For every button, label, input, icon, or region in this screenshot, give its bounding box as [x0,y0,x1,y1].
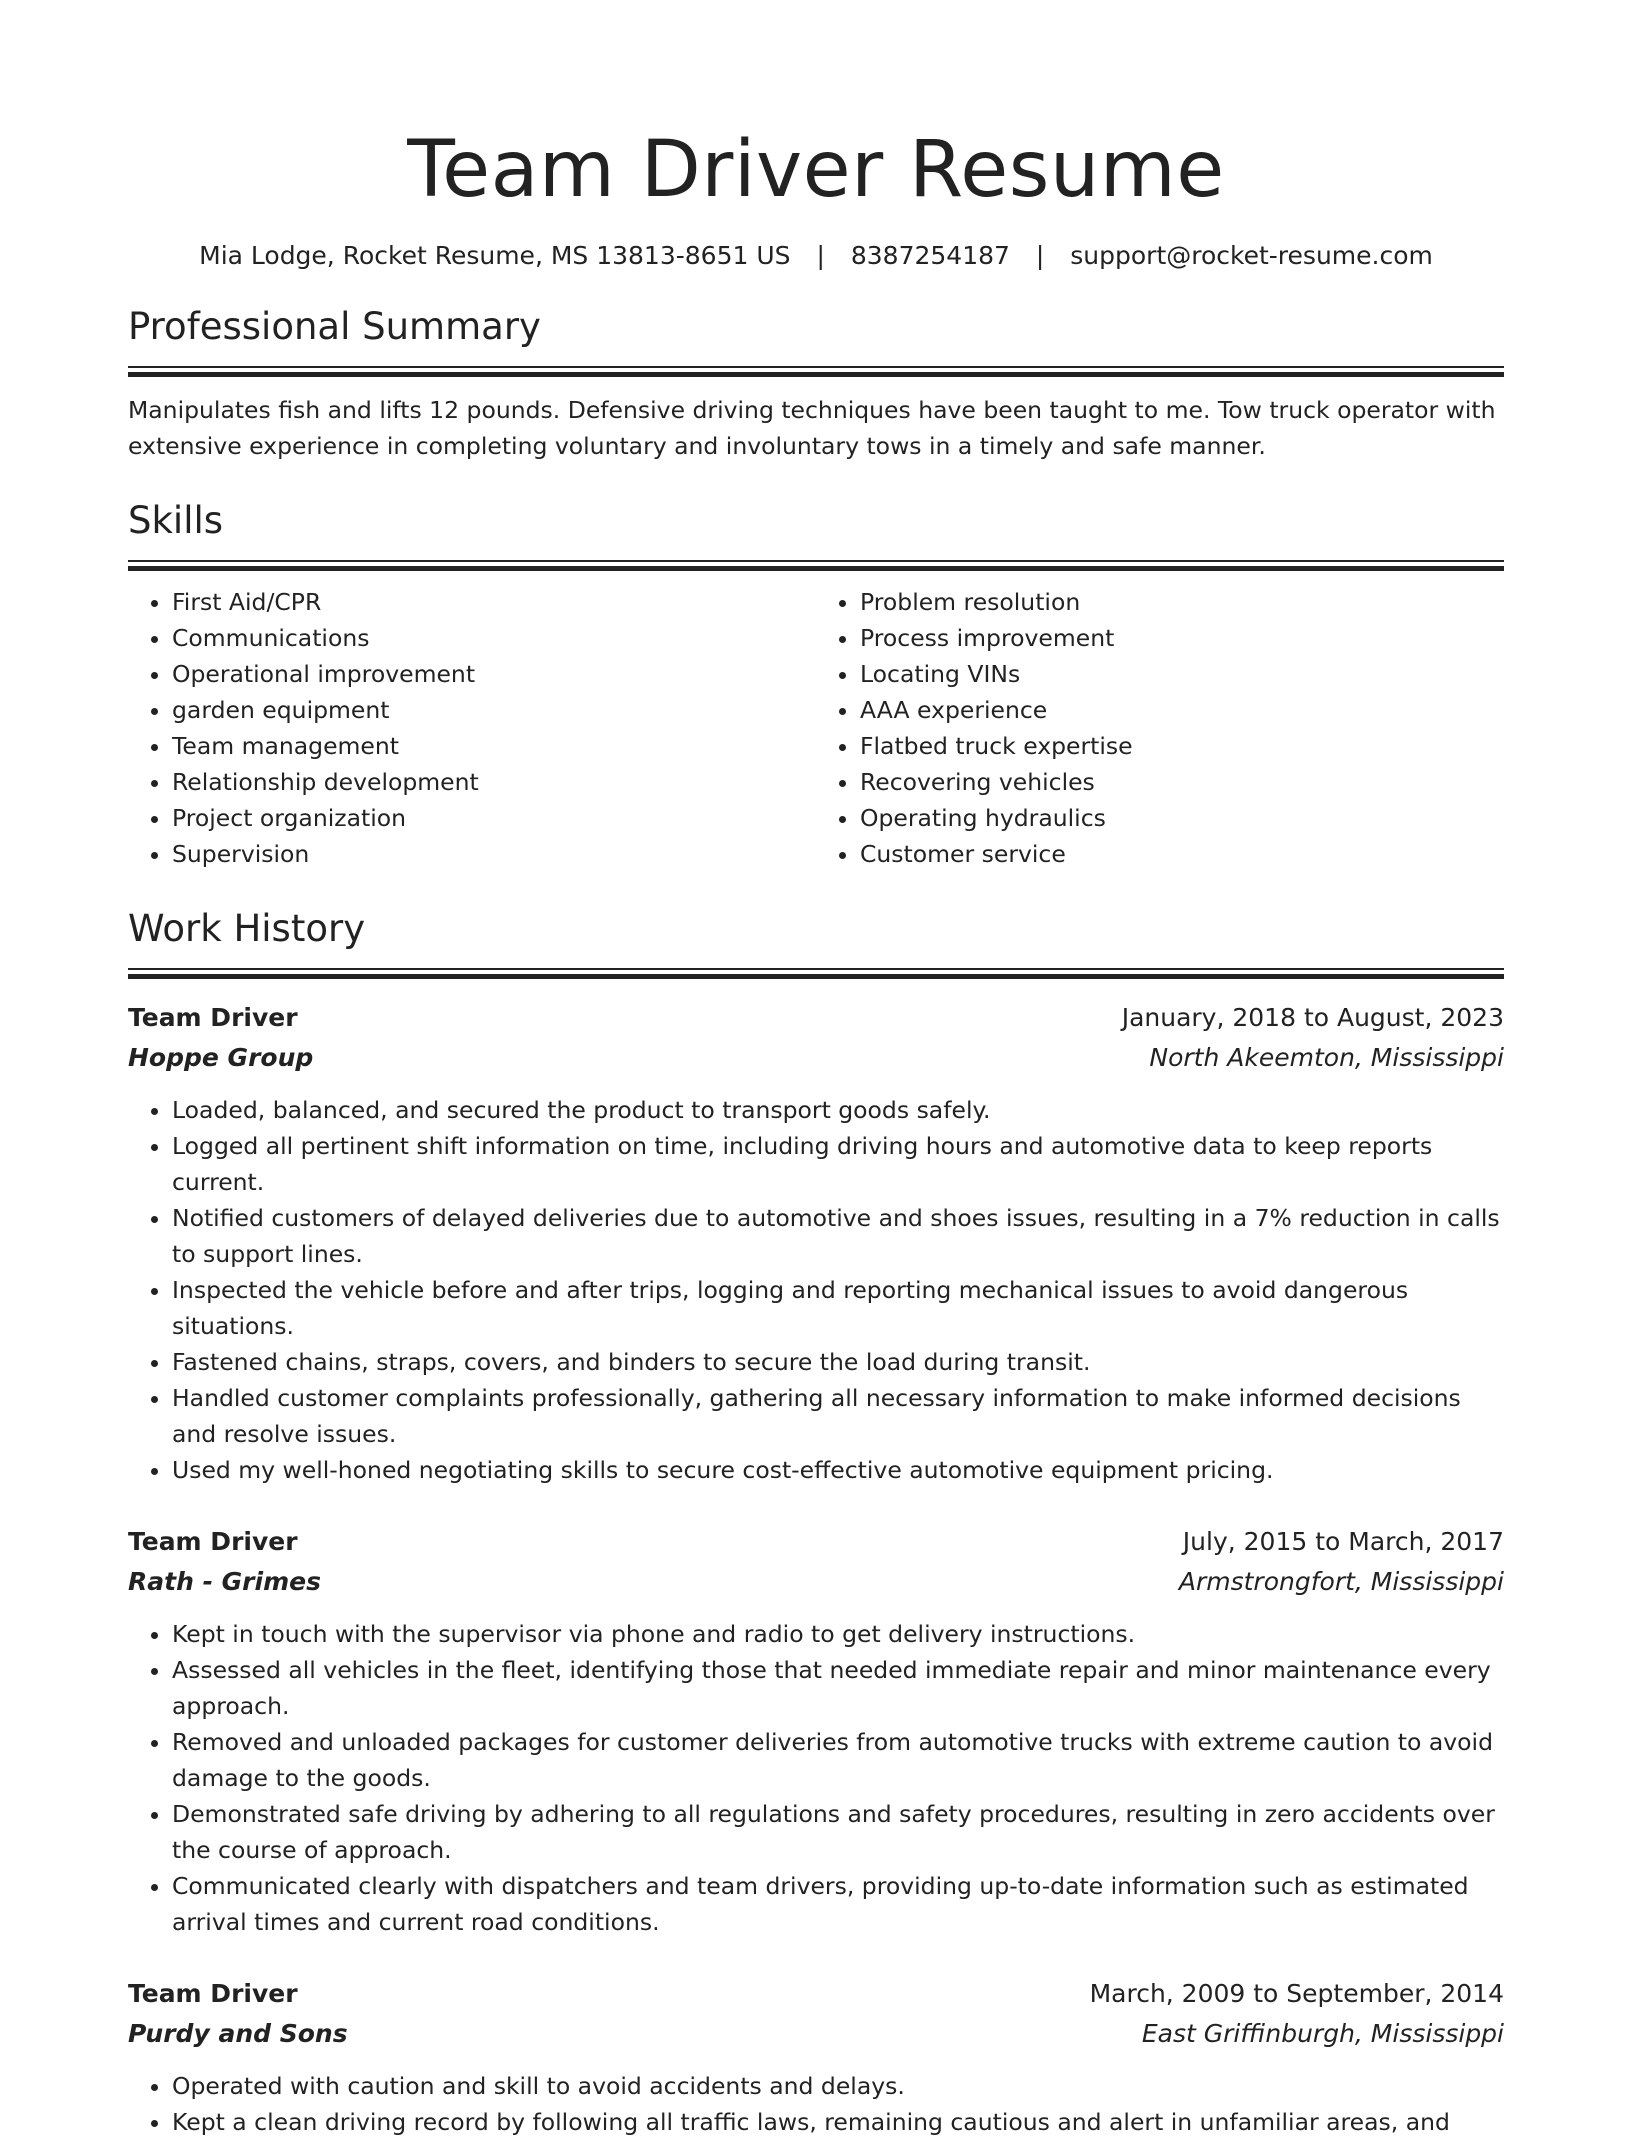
skill-item: • Relationship development [172,764,816,800]
job-bullets [128,1092,1504,1488]
skills-columns [128,584,1504,872]
job-company: Rath - Grimes [128,1567,321,1596]
section-heading-summary: Professional Summary [128,305,541,348]
job-bullet: • Used my well-honed negotiating skills to secure cost-effective automotive equipment pricing. [172,1452,1504,1488]
summary-section [128,302,1504,464]
job-bullet: • Loaded, balanced, and secured the product to transport goods safely. [172,1092,1504,1128]
job-title: Team Driver [128,1003,298,1032]
job-bullet: • Demonstrated safe driving by adhering to all regulations and safety procedures, resulting in zero accidents over the course of approach. [172,1796,1504,1868]
skill-item: • Recovering vehicles [860,764,1504,800]
skill-item: • Communications [172,620,816,656]
contact-phone[interactable]: 8387254187 [850,241,1010,270]
job-dates: July, 2015 to March, 2017 [1182,1527,1504,1556]
job-bullet: • Removed and unloaded packages for customer deliveries from automotive trucks with extreme caution to avoid damage to the goods. [172,1724,1504,1796]
job-title: Team Driver [128,1527,298,1556]
job-company-row [128,1562,1504,1602]
skill-item: • Customer service [860,836,1504,872]
job-entry [128,1974,1504,2140]
section-divider [128,560,1504,572]
job-location: North Akeemton, Mississippi [1149,1043,1504,1072]
job-bullet: • Operated with caution and skill to avoid accidents and delays. [172,2068,1504,2104]
job-dates: March, 2009 to September, 2014 [1089,1979,1504,2008]
job-header-row [128,1974,1504,2014]
job-title: Team Driver [128,1979,298,2008]
job-entry [128,998,1504,1488]
skills-list-left [128,584,816,872]
contact-separator: | [816,241,825,270]
job-bullet: • Handled customer complaints professionally, gathering all necessary information to make informed decisions and resolve issues. [172,1380,1504,1452]
skill-item: • Locating VINs [860,656,1504,692]
skill-item: • Operational improvement [172,656,816,692]
contact-line [128,238,1504,274]
job-header-row [128,1522,1504,1562]
job-bullet: • Notified customers of delayed deliveries due to automotive and shoes issues, resulting in a 7% reduction in calls to support lines. [172,1200,1504,1272]
skill-item: • Flatbed truck expertise [860,728,1504,764]
job-bullet: • Fastened chains, straps, covers, and binders to secure the load during transit. [172,1344,1504,1380]
job-bullet: • Inspected the vehicle before and after trips, logging and reporting mechanical issues to avoid dangerous situations. [172,1272,1504,1344]
skill-item: • Problem resolution [860,584,1504,620]
job-header-row [128,998,1504,1038]
skills-list-right [816,584,1504,872]
job-company-row [128,2014,1504,2054]
job-dates: January, 2018 to August, 2023 [1121,1003,1504,1032]
work-history-section [128,904,1504,2140]
skill-item: • Operating hydraulics [860,800,1504,836]
job-bullet: • Communicated clearly with dispatchers and team drivers, providing up-to-date information such as estimated arrival times and current road conditions. [172,1868,1504,1940]
summary-text: Manipulates fish and lifts 12 pounds. Defensive driving techniques have been taught to me. Tow truck operator with extensive experience in completing voluntary and involuntary tows in a timely and safe manner. [128,396,1496,460]
skill-item: • Team management [172,728,816,764]
skill-item: • Process improvement [860,620,1504,656]
section-heading-work-history: Work History [128,907,366,950]
resume-title: Team Driver Resume [407,125,1225,215]
contact-email[interactable]: support@rocket-resume.com [1070,241,1433,270]
job-bullet: • Kept in touch with the supervisor via phone and radio to get delivery instructions. [172,1616,1504,1652]
job-bullets [128,2068,1504,2140]
skills-section [128,496,1504,872]
section-divider [128,968,1504,980]
job-bullet: • Kept a clean driving record by following all traffic laws, remaining cautious and alert in unfamiliar areas, and [172,2104,1504,2140]
contact-separator: | [1035,241,1045,270]
job-entry [128,1522,1504,1940]
skill-item: • garden equipment [172,692,816,728]
skill-item: • First Aid/CPR [172,584,816,620]
job-bullets [128,1616,1504,1940]
contact-address: Mia Lodge, Rocket Resume, MS 13813-8651 US [199,241,791,270]
skill-item: • Project organization [172,800,816,836]
skill-item: • AAA experience [860,692,1504,728]
job-bullet: • Assessed all vehicles in the fleet, identifying those that needed immediate repair and minor maintenance every approach. [172,1652,1504,1724]
job-company: Hoppe Group [128,1043,314,1072]
job-location: Armstrongfort, Mississippi [1178,1567,1504,1596]
job-bullet: • Logged all pertinent shift information on time, including driving hours and automotive data to keep reports current. [172,1128,1504,1200]
job-location: East Griffinburgh, Mississippi [1141,2019,1504,2048]
section-heading-skills: Skills [128,499,224,542]
job-company: Purdy and Sons [128,2019,348,2048]
section-divider [128,366,1504,378]
skill-item: • Supervision [172,836,816,872]
job-company-row [128,1038,1504,1078]
